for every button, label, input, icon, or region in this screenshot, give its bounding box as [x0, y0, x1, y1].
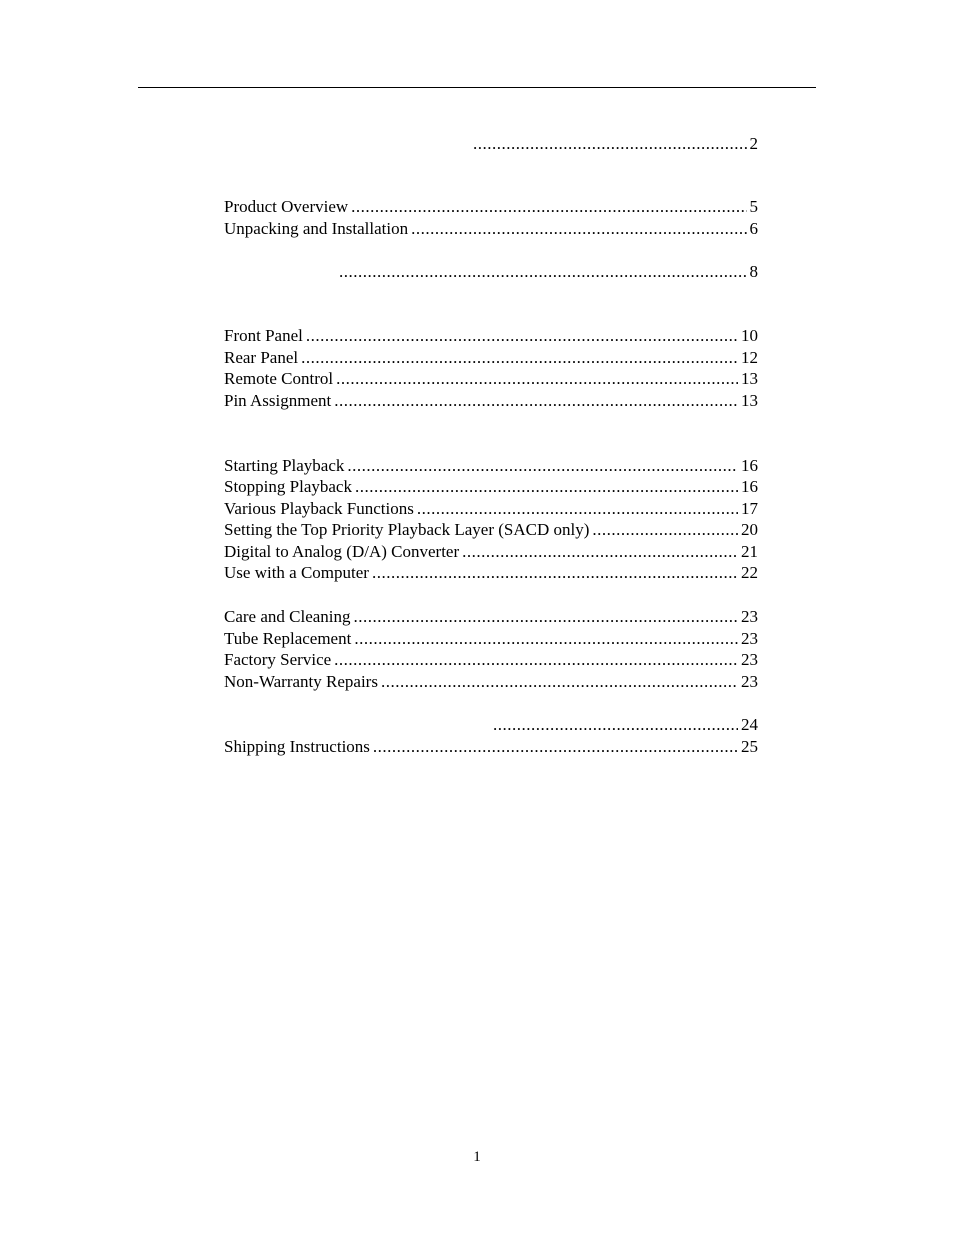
toc-entry-page: 17 — [741, 499, 758, 518]
toc-entry-page: 13 — [741, 391, 758, 410]
toc-entry-label: Stopping Playback — [224, 477, 352, 496]
toc-entry[interactable] — [224, 368, 758, 390]
toc-dot-leader — [301, 347, 738, 369]
toc-entry-page: 23 — [741, 629, 758, 648]
toc-entry-label: Care and Cleaning — [224, 607, 351, 626]
toc-entry[interactable] — [224, 218, 758, 240]
toc-dot-leader — [411, 218, 746, 240]
toc-entry-label: Front Panel — [224, 326, 303, 345]
toc-entry-page: 5 — [749, 197, 758, 216]
toc-dot-leader — [417, 498, 738, 520]
toc-entry-label: Remote Control — [224, 369, 334, 388]
toc-entry-page: 20 — [741, 520, 758, 539]
toc-entry-page: 6 — [749, 219, 758, 238]
toc-entry-page: 22 — [741, 563, 758, 582]
toc-entry[interactable] — [224, 519, 758, 541]
toc-entry-page: 8 — [749, 262, 758, 281]
toc-entry[interactable] — [224, 671, 758, 693]
toc-dot-leader — [355, 476, 738, 498]
toc-entry-label: Use with a Computer — [224, 563, 369, 582]
toc-entry[interactable] — [224, 390, 758, 412]
toc-dot-leader — [381, 671, 738, 693]
toc-entry[interactable] — [224, 736, 758, 758]
toc-dot-leader — [334, 649, 738, 671]
toc-entry[interactable] — [336, 261, 758, 283]
toc-entry-page: 24 — [741, 715, 758, 734]
toc-entry-label: Various Playback Functions — [224, 499, 414, 518]
toc-entry-page: 10 — [741, 326, 758, 345]
toc-dot-leader — [462, 541, 738, 563]
toc-entry-label: Tube Replacement — [224, 629, 352, 648]
toc-dot-leader — [306, 325, 738, 347]
toc-entry-page: 23 — [741, 607, 758, 626]
toc-entry[interactable] — [470, 133, 758, 155]
toc-entry-page: 21 — [741, 542, 758, 561]
toc-dot-leader — [493, 714, 738, 736]
toc-entry[interactable] — [224, 196, 758, 218]
toc-entry[interactable] — [224, 498, 758, 520]
toc-entry-label: Shipping Instructions — [224, 737, 370, 756]
toc-entry[interactable] — [224, 325, 758, 347]
page-number: 1 — [473, 1149, 481, 1165]
toc-dot-leader — [473, 133, 747, 155]
table-of-contents — [224, 0, 758, 800]
toc-entry-page: 23 — [741, 672, 758, 691]
toc-entry-label: Non-Warranty Repairs — [224, 672, 378, 691]
toc-entry[interactable] — [490, 714, 758, 736]
toc-entry[interactable] — [224, 562, 758, 584]
toc-entry-label: Product Overview — [224, 197, 349, 216]
toc-entry-page: 12 — [741, 348, 758, 367]
toc-dot-leader — [354, 628, 738, 650]
toc-entry-label: Digital to Analog (D/A) Converter — [224, 542, 460, 561]
toc-entry-label: Pin Assignment — [224, 391, 332, 410]
toc-entry-page: 25 — [741, 737, 758, 756]
toc-entry-label: Unpacking and Installation — [224, 219, 409, 238]
toc-entry[interactable] — [224, 347, 758, 369]
toc-entry[interactable] — [224, 476, 758, 498]
toc-entry[interactable] — [224, 541, 758, 563]
toc-entry-label: Factory Service — [224, 650, 332, 669]
toc-dot-leader — [592, 519, 738, 541]
toc-entry-page: 16 — [741, 456, 758, 475]
toc-entry[interactable] — [224, 649, 758, 671]
toc-dot-leader — [373, 736, 738, 758]
toc-entry-page: 13 — [741, 369, 758, 388]
toc-entry-label: Rear Panel — [224, 348, 299, 367]
toc-dot-leader — [351, 196, 746, 218]
toc-entry-page: 23 — [741, 650, 758, 669]
toc-entry-label: Setting the Top Priority Playback Layer (SACD only) — [224, 520, 590, 539]
toc-entry[interactable] — [224, 455, 758, 477]
toc-dot-leader — [354, 606, 738, 628]
toc-entry-label: Starting Playback — [224, 456, 345, 475]
toc-dot-leader — [372, 562, 738, 584]
toc-entry[interactable] — [224, 628, 758, 650]
toc-dot-leader — [347, 455, 738, 477]
toc-entry-page: 16 — [741, 477, 758, 496]
toc-dot-leader — [336, 368, 738, 390]
toc-dot-leader — [334, 390, 738, 412]
toc-entry-page: 2 — [749, 134, 758, 153]
toc-dot-leader — [339, 261, 747, 283]
toc-entry[interactable] — [224, 606, 758, 628]
